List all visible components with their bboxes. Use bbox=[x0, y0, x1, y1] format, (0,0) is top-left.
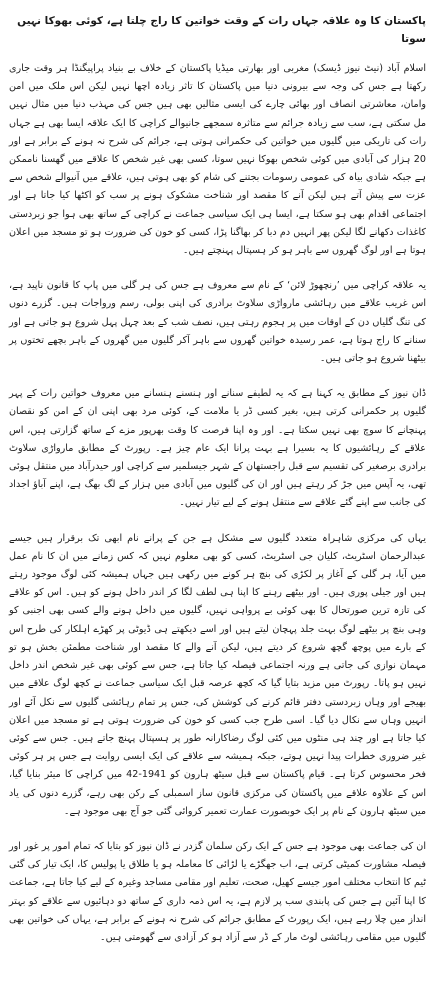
article-paragraph-5: ان کی جماعت بھی موجود ہے جس کے ایک رکن سلمان گزدر نے ڈان نیوز کو بتایا کہ تمام امور پر غور اور فیصلہ مشاورت کمیٹی کرتی ہے، اب جھگڑے یا لڑائی کا معاملہ ہو یا طلاق یا پولیس کا، ایک تیار کی گئی ٹیم کا انتخاب مختلف امور جیسے کھیل، صحت، تعلیم اور مقامی مساجد وغیرہ کے لیے کیا جاتا ہے، جماعت کا اپنا آئین ہے جس کی پابندی سب پر لازم ہے، یہ اس ذمہ داری کے ساتھ دو دہائیوں سے علاقے کو بہتر انداز میں چلا رہے ہیں، ایک رپورٹ کے مطابق جرائم کی شرح نہ ہونے کے برابر ہے، یہاں کی خواتین بھی گلیوں میں مقامی رہائشی لوٹ مار کے ڈر سے آزاد ہو کر آزادی سے گھومتی ہیں۔ bbox=[9, 840, 426, 943]
article-title: پاکستان کا وہ علاقہ جہاں رات کے وقت خواتین کا راج چلتا ہے، کوئی بھوکا نہیں سوتا bbox=[17, 15, 426, 45]
article-paragraph-2: یہ علاقہ کراچی میں ’رنچھوڑ لائن‘ کے نام سے معروف ہے جس کی ہر گلی میں پاپ کا قانون ناپید ہے، اس غریب علاقے میں رہائشی مارواڑی سلاوٹ برادری کی اپنی بولی، رسم ورواجات ہیں۔ گزرے دنوں کی تنگ گلیاں دن کے اوقات میں پر ہجوم رہتی ہیں، نصف شب کے بعد چہل پہل شروع ہو جاتی ہے اور سنانے کا راج ہوتا ہے، عمر رسیدہ خواتین گھروں سے باہر آکر گلیوں میں گھروں کے باہر بچھے تختوں پر بیٹھنا شروع ہو جاتی ہیں۔ bbox=[9, 280, 426, 365]
article-paragraph-4: یہاں کی مرکزی شاہراہ متعدد گلیوں سے مشکل ہے جن کے پرانے نام ابھی تک برقرار ہیں جیسے عبدالرحمان اسٹریٹ، کلیان جی اسٹریٹ، کسی کو بھی معلوم نہیں کہ کس زمانے میں ان کا نام عمل میں آیا، ہر گلی کے آغاز پر لکڑی کی بنچ ہر کونے میں رکھی ہیں جہاں ہمیشہ کئی لوگ موجود رہتے ہیں اور جیلی پوری ہیں۔ اور بیٹھے رہنے کا اپنا ہی لطف لگا کر اندر داخل ہونے کو ہیں۔ اس کو علاقے کی تازہ ترین صورتحال کا بھی کوئی بے پرواہی نہیں، گلیوں میں داخل ہونے والے کسی بھی اجنبی کو وہی بنچ پر بیٹھے لوگ بہت جلد پہچان لیتے ہیں اور اسے دیکھتے ہی ڈیوٹی پر کھڑے اہلکار کی طرح اس کے بارے میں پوچھ گچھ شروع کر دیتے ہیں، لیکن آنے والے کا مقصد اور شناخت مطمئن بخش ہو تو مہمان نوازی کی جاتی ہے ورنہ اجتماعی فیصلہ کیا جاتا ہے، جس سے کوئی بھی غیر شخص اندر داخل نہیں ہو پاتا۔ رپورٹ میں مزید بتایا گیا کہ کچھ عرصہ قبل ایک سیاسی جماعت نے کچھ لوگ علاقے میں بھیجے اور وہاں زبردستی دفتر قائم کرنے کی کوشش کی، جس پر تمام رہائشی گلیوں سے نکل آئے اور انہیں وہاں سے نکال دیا گیا۔ اسی طرح جب کسی کو خون کی ضرورت ہوتی ہے تو مسجد میں اعلان کیا جاتا ہے اور چند ہی منٹوں میں کئی لوگ رضاکارانہ طور پر ہسپتال پہنچ جاتے ہیں۔ جس سے کوئی غیر ضروری خطرات پیدا نہیں ہوتے، جبکہ ہمیشہ سے علاقے کی ایک ایسی روایت ہے جس پر ہر کوئی فخر محسوس کرتا ہے۔ قیام پاکستان سے قبل سیٹھ ہارون کو 1941-42 میں کراچی کا میئر بنایا گیا، اس کے علاوہ علاقے میں پاکستان کی مرکزی قانون ساز اسمبلی کے رکن بھی رہے، گزرے دنوں کی یاد میں سیٹھ ہارون کے نام پر ایک خوبصورت عمارت تعمیر کروائی گئی جو آج بھی موجود ہے۔ bbox=[9, 532, 426, 817]
article-paragraph-1: اسلام آباد (نیٹ نیوز ڈیسک) مغربی اور بھارتی میڈیا پاکستان کے خلاف بے بنیاد پراپیگنڈا ہر وقت جاری رکھتا ہے جس کی وجہ سے بیرونی دنیا میں پاکستان کا تاثر زیادہ اچھا نہیں لیکن اس ملک میں امن وامان، معاشرتی انصاف اور بھائی چارے کی ایسی مثالیں بھی ہیں جس کی مہذب دنیا میں مثال نہیں مل سکتی ہے، سب سے زیادہ جرائم سے متاثرہ سمجھے جانیوالے کراچی کا ایک علاقہ ایسا بھی ہے جہاں رات کی تاریکی میں گلیوں میں خواتین کی حکمرانی ہوتی ہے، جرائم کی شرح نہ ہونے کے برابر ہے اور 20 ہزار کی آبادی میں کوئی شخص بھوکا نہیں سوتا، کسی بھی غیر شخص کا علاقے میں گھسنا ناممکن ہے جبکہ شادی بیاہ کی عمومی رسومات بجتنے کی شام کو بھی ہوتی ہیں، علاقے میں آنیوالے شخص سے عزت سے پیش آتے ہیں لیکن آنے کا مقصد اور شناخت مشکوک ہونے پر سب کو اکٹھا کیا جاتا ہے اور اجتماعی اقدام بھی ہو سکتا ہے، ایسا ہی ایک سیاسی جماعت نے کراچی کے ساتھ بھی ہوا جو زبردستی کاغذات دکھانے لگا لیکن پھر انہیں دم دبا کر بھاگنا پڑا، کسی کو خون کی ضرورت ہو تو مسجد میں اعلان ہوتا ہے اور لوگ گھروں سے باہر ہو کر ہسپتال پہنچتے ہیں۔ bbox=[9, 63, 426, 257]
article-paragraph-3: ڈان نیوز کے مطابق یہ کہنا ہے کہ یہ لطیفے سنانے اور ہنسنے ہنسانے میں معروف خواتین رات کے پہر گلیوں پر حکمرانی کرتی ہیں، بغیر کسی ڈر یا ملامت کے، کوئی مرد بھی اپنی ان کے امن کو نقصان پہنچانے کا سوچ بھی نہیں سکتا ہے۔ اور وہ اپنا فرصت کا وقت بھرپور مزے کے ساتھ گزارتی ہیں، اس علاقے کے رہائشیوں کا یہ بسیرا ہے بہت پرانا ایک عام چیز ہے۔ رپورٹ کے مطابق مارواڑی سلاوٹ برادری برصغیر کی تقسیم سے قبل راجستھان کے شہر جیسلمیر سے کراچی اور حیدرآباد میں منتقل ہوئی تھی، یہ آپس میں جڑ کر رہتے ہیں اور ان کی گلیوں میں آبادی میں ہزار کے لگ بھگ ہے، اپنے آباؤ اجداد کی جانب سے اپنے گئے علاقے سے منتقل ہونے کے لیے تیار نہیں۔ bbox=[9, 388, 426, 509]
